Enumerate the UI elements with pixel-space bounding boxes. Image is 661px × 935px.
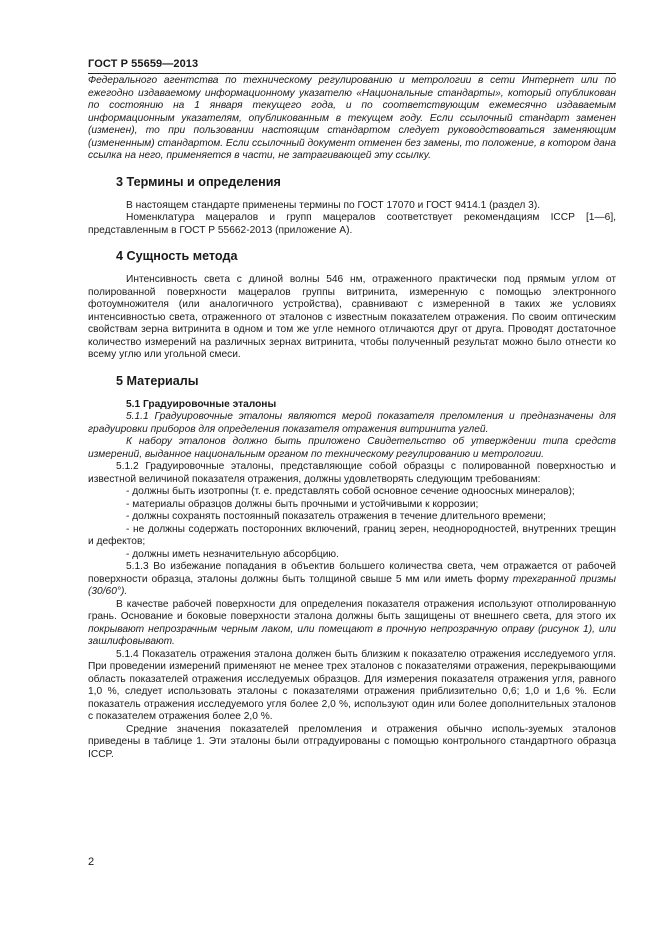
section-4-paragraph: Интенсивность света с длиной волны 546 нм, отраженного практически под прямым углом от полированной поверхности мацералов группы витринита, измеренную с помощью электронного фотоумножителя (или аналогичного устройства), сравнивают с измеренной в таких же условиях интенсивностью света, отраженного от эталонов с известным показателем отражения. По своим оптическим свойствам зерна витринита в одном и том же угле немного отличаются друг от друга. Проводят достаточное количество измерений на различных зернах витринита, чтобы полученный результат можно было отнести ко всему углю или угольной смеси. bbox=[88, 274, 616, 360]
section-5-title: 5 Материалы bbox=[116, 373, 199, 388]
intro-paragraph: Федерального агентства по техническому регулированию и метрологии в сети Интернет или по ежегодно издаваемому информационному указателю «Национальные стандарты», который опубликован по состоянию на 1 января текущего года, и по соответствующим ежемесячно издаваемым информационным указателям, опубликованным в текущем году. Если ссылочный стандарт заменен (изменен), то при пользовании настоящим стандартом следует руководствоваться заменяющим (измененным) стандартом. Если ссылочный документ отменен без замены, то положение, в котором дана ссылка на него, применяется в части, не затрагивающей эту ссылку. bbox=[88, 75, 617, 161]
requirement-item: - должны иметь незначительную абсорбцию. bbox=[126, 548, 339, 560]
requirement-item: - должны сохранять постоянный показатель отражения в течение длительного времени; bbox=[126, 511, 546, 522]
page-number: 2 bbox=[88, 856, 95, 868]
clause-5-1-3-continued-text: В качестве рабочей поверхности для определения показателя отражения используют отполированную грань. Основание и боковые поверхности эталона должны быть защищены от внешнего света, для этого их bbox=[88, 598, 616, 622]
clause-5-1-4: 5.1.4 Показатель отражения эталона должен быть близким к показателю отражения исследуемого угля. При проведении измерений применяют не менее трех эталонов с показателями отражения, перекрывающими область показателей отражения исследуемых образцов. Для измерения показателя отражения угля, равного 1,0 %, следует использовать эталоны с показателями отражения приблизительно 0,6; 1,0 и 1,6 %. Если показатель отражения исследуемого угля более 2,0 %, используют один или более дополнительных эталонов с показателем отражения более 2,0 %. bbox=[88, 648, 616, 722]
section-3-title: 3 Термины и определения bbox=[116, 174, 281, 189]
clause-5-1-3-text: 5.1.3 Во избежание попадания в объектив большего количества света, чем отражается от рабочей поверхности образца, эталоны должны быть толщиной свыше 5 мм или иметь форму bbox=[88, 561, 616, 585]
main-content bbox=[88, 75, 616, 761]
requirement-item: - должны быть изотропны (т. е. представлять собой основное сечение одноосных минералов); bbox=[126, 486, 575, 497]
clause-5-1-3 bbox=[88, 561, 616, 599]
document-id: ГОСТ Р 55659—2013 bbox=[88, 58, 199, 70]
requirement-item: - материалы образцов должны быть прочными и устойчивыми к коррозии; bbox=[126, 498, 479, 510]
section-3-paragraph-1: В настоящем стандарте применены термины по ГОСТ 17070 и ГОСТ 9414.1 (раздел 3). bbox=[126, 199, 541, 211]
clause-5-1-3-italic: трехгранной призмы (30/60°). bbox=[88, 573, 616, 597]
clause-5-1-1-continued: К набору эталонов должно быть приложено Свидетельство об утверждении типа средств измерений, выданное национальным органом по техническому регулированию и метрологии. bbox=[88, 436, 616, 460]
clause-5-1-1: 5.1.1 Градуировочные эталоны являются мерой показателя преломления и предназначены для градуировки приборов для определения показателя отражения витринита углей. bbox=[88, 411, 616, 435]
requirement-item: - не должны содержать посторонних включений, границ зерен, неоднородностей, внутренних трещин и дефектов; bbox=[88, 523, 616, 547]
section-4-title: 4 Сущность метода bbox=[116, 249, 238, 263]
clause-5-1-4-continued: Средние значения показателей преломления и отражения обычно исполь-зуемых эталонов приведены в таблице 1. Эти эталоны были отградуированы с помощью контрольного стандартного образца ICCP. bbox=[88, 723, 616, 760]
clause-5-1-2: 5.1.2 Градуировочные эталоны, представляющие собой образцы с полированной поверхностью и известной величиной показателя отражения, должны удовлетворять следующим требованиям: bbox=[88, 461, 616, 485]
clause-5-1-3-continued bbox=[88, 599, 616, 649]
clause-5-1-3-continued-italic: покрывают непрозрачным черным лаком, или помещают в прочную непрозрачную оправу (рисунок 1), или зашлифовывают. bbox=[88, 623, 616, 647]
header-rule bbox=[88, 73, 616, 74]
subsection-5-1-title: 5.1 Градуировочные эталоны bbox=[126, 398, 277, 410]
section-3-paragraph-2: Номенклатура мацералов и групп мацералов соответствует рекомендациям ICCP [1—6], представленным в ГОСТ Р 55662-2013 (приложение А). bbox=[88, 212, 616, 236]
